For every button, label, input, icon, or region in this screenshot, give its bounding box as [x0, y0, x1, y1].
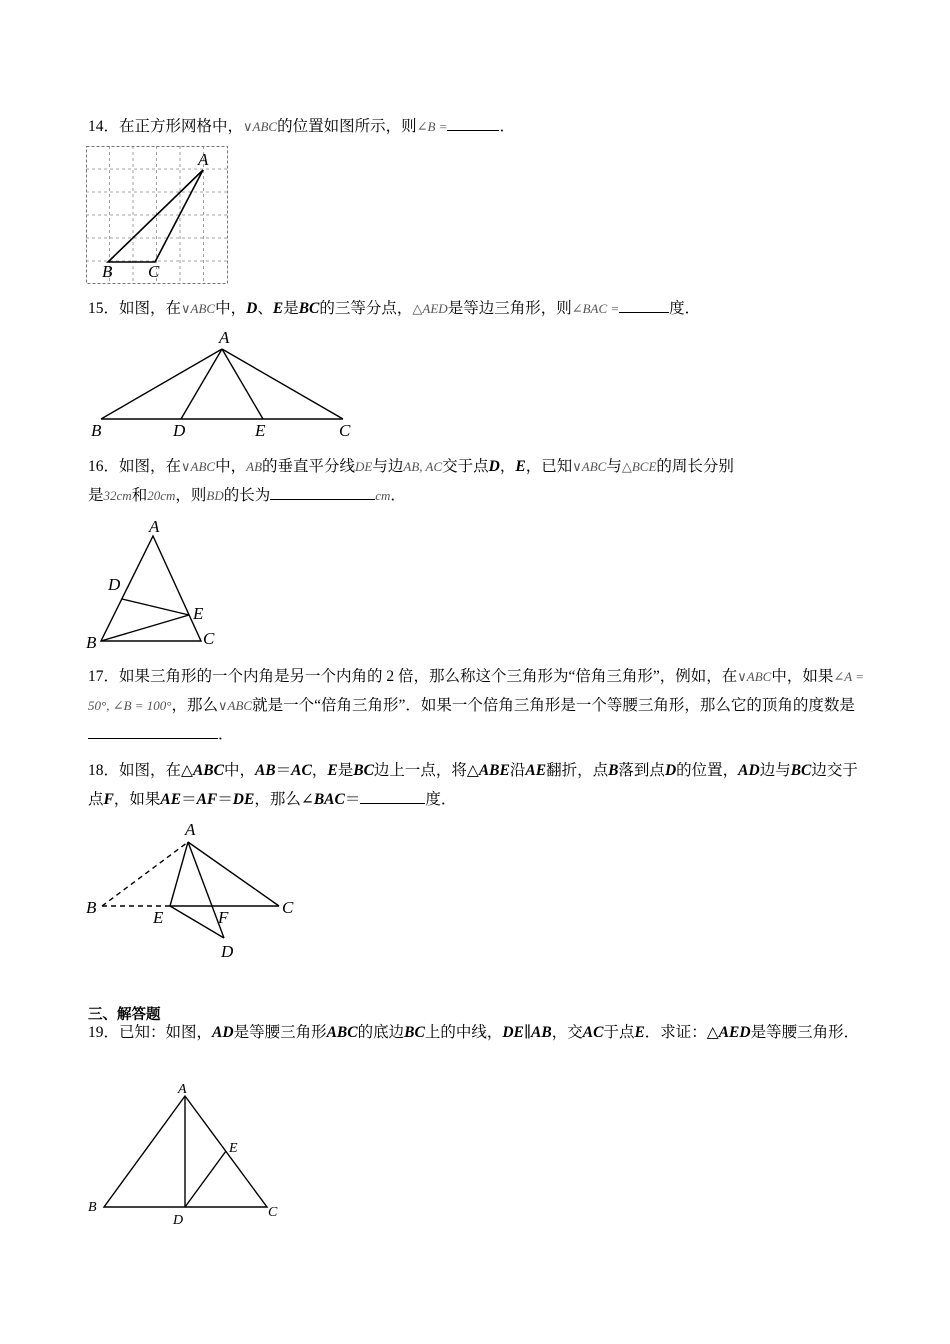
q18-label-b: B: [86, 898, 97, 917]
q14-answer-blank[interactable]: [447, 116, 499, 131]
q18-label-d: D: [221, 942, 234, 961]
q19-figure: [84, 1078, 294, 1228]
q16-label-c: C: [203, 629, 215, 648]
question-16: 16．如图，在∨ABC中，AB的垂直平分线DE与边AB, AC交于点D，E，已知∨ABC与△BCE的周长分别 是32cm和20cm，则BD的长为 cm．: [88, 458, 734, 504]
q19-label-b: B: [88, 1200, 97, 1215]
q19-label-c: C: [268, 1205, 278, 1220]
q14-angle: ∠B =: [416, 119, 448, 134]
q18-label-e: E: [153, 908, 164, 927]
q14-grid-figure: [86, 146, 230, 286]
question-15: 15．如图，在∨ABC中，D、E是BC的三等分点，△AED是等边三角形，则∠BAC = 度．: [88, 300, 701, 317]
q16-label-e: E: [193, 604, 204, 623]
q15-figure: [88, 328, 368, 443]
q17-answer-blank[interactable]: [88, 724, 218, 739]
q14-triangle-shape: [108, 170, 203, 262]
q15-label-a: A: [219, 328, 230, 347]
question-18: 18．如图，在△ABC中，AB＝AC，E是BC边上一点，将△ABE沿AE翻折，点B落到点D的位置，AD边与BC边交于点F，如果AE＝AF＝DE，那么∠BAC＝ 度．: [88, 762, 858, 808]
q15-answer-blank[interactable]: [619, 298, 669, 313]
q16-label-a: A: [149, 517, 160, 536]
question-19: 19．已知：如图，AD是等腰三角形ABC的底边BC上的中线，DE∥AB，交AC于点E．求证：△AED是等腰三角形．: [88, 1024, 860, 1041]
q18-label-c: C: [282, 898, 294, 917]
q19-label-e: E: [229, 1141, 238, 1156]
q15-label-e: E: [255, 421, 266, 440]
q18-answer-blank[interactable]: [360, 789, 425, 804]
q14-triangle: ∨ABC: [243, 119, 278, 134]
q19-label-d: D: [173, 1213, 184, 1228]
question-14: 14．在正方形网格中，∨ABC的位置如图所示，则∠B = ．: [88, 118, 515, 135]
q19-label-a: A: [178, 1082, 187, 1097]
question-17: 17．如果三角形的一个内角是另一个内角的 2 倍，那么称这个三角形为“倍角三角形”，例如，在∨ABC中，如果∠A = 50°, ∠B = 100°，那么∨ABC就是一个“倍角三角形”．如果一个倍角三角形是一个等腰三角形，那么它的顶角的度数是．: [88, 668, 864, 743]
q16-label-d: D: [108, 575, 121, 594]
q16-answer-blank[interactable]: [270, 485, 375, 500]
q15-label-d: D: [173, 421, 186, 440]
q18-label-f: F: [218, 908, 229, 927]
q16-label-b: B: [86, 633, 97, 652]
q16-figure: [84, 518, 234, 654]
q18-figure: [84, 820, 314, 965]
q14-label-a: A: [198, 150, 209, 169]
q14-label-c: C: [148, 262, 160, 281]
q14-label-b: B: [102, 262, 113, 281]
q18-label-a: A: [185, 820, 196, 839]
q15-label-b: B: [91, 421, 102, 440]
q14-number: 14．: [88, 118, 120, 135]
section-heading: 三、解答题: [88, 1007, 161, 1023]
q15-label-c: C: [339, 421, 351, 440]
